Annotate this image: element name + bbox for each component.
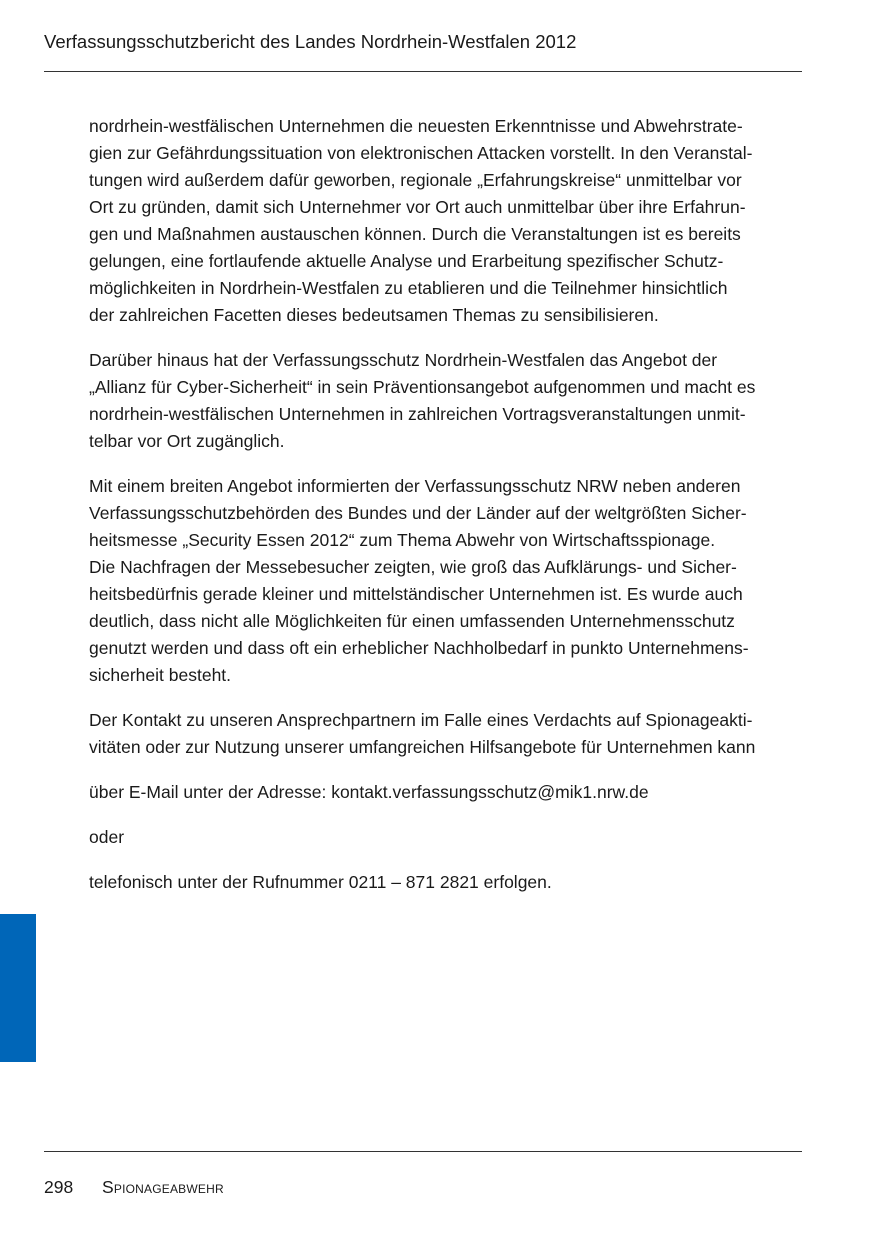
text-line: telefonisch unter der Rufnummer 0211 – 871 2821 erfolgen. [89, 872, 552, 892]
text-line: sicherheit besteht. [89, 665, 232, 685]
text-line: gien zur Gefährdungssituation von elektronischen Attacken vorstellt. In den Veranstal- [89, 143, 753, 163]
text-line: über E-Mail unter der Adresse: kontakt.verfassungsschutz@mik1.nrw.de [89, 782, 649, 802]
text-line: heitsbedürfnis gerade kleiner und mittelständischer Unternehmen ist. Es wurde auch [89, 584, 743, 604]
page-footer [44, 1175, 224, 1199]
paragraph-or [89, 824, 809, 851]
text-line: oder [89, 827, 125, 847]
text-line: Darüber hinaus hat der Verfassungsschutz Nordrhein-Westfalen das Angebot der [89, 350, 718, 370]
paragraph-cyber-alliance [89, 347, 809, 455]
paragraph-contact-email [89, 779, 809, 806]
text-line: nordrhein-westfälischen Unternehmen die neuesten Erkenntnisse und Abwehrstrate- [89, 116, 743, 136]
header-rule [44, 71, 802, 72]
text-line: möglichkeiten in Nordrhein-Westfalen zu etablieren und die Teilnehmer hinsichtlich [89, 278, 728, 298]
text-line: telbar vor Ort zugänglich. [89, 431, 285, 451]
page-header-title: Verfassungsschutzbericht des Landes Nordrhein-Westfalen 2012 [44, 31, 577, 52]
text-line: Die Nachfragen der Messebesucher zeigten, wie groß das Aufklärungs- und Sicher- [89, 557, 737, 577]
text-line: Ort zu gründen, damit sich Unternehmer vor Ort auch unmittelbar über ihre Erfahrun- [89, 197, 746, 217]
text-line: heitsmesse „Security Essen 2012“ zum Thema Abwehr von Wirtschaftsspionage. [89, 530, 716, 550]
text-line: „Allianz für Cyber-Sicherheit“ in sein Präventionsangebot aufgenommen und macht es [89, 377, 756, 397]
paragraph-contact-intro [89, 707, 809, 761]
text-line: der zahlreichen Facetten dieses bedeutsamen Themas zu sensibilisieren. [89, 305, 659, 325]
text-line: Mit einem breiten Angebot informierten der Verfassungsschutz NRW neben anderen [89, 476, 741, 496]
paragraph-awareness-events [89, 113, 809, 329]
text-line: genutzt werden und dass oft ein erheblicher Nachholbedarf in punkto Unternehmens- [89, 638, 749, 658]
page-number: 298 [44, 1177, 74, 1197]
text-line: vitäten oder zur Nutzung unserer umfangreichen Hilfsangebote für Unternehmen kann [89, 737, 756, 757]
footer-rule [44, 1151, 802, 1152]
section-name: Spionageabwehr [102, 1177, 224, 1197]
paragraph-contact-phone [89, 869, 809, 896]
page-body [89, 113, 809, 914]
text-line: deutlich, dass nicht alle Möglichkeiten für einen umfassenden Unternehmensschutz [89, 611, 735, 631]
paragraph-security-fair [89, 473, 809, 689]
chapter-side-tab [0, 914, 36, 1062]
text-line: gen und Maßnahmen austauschen können. Durch die Veranstaltungen ist es bereits [89, 224, 741, 244]
text-line: Der Kontakt zu unseren Ansprechpartnern im Falle eines Verdachts auf Spionageakti- [89, 710, 753, 730]
text-line: nordrhein-westfälischen Unternehmen in zahlreichen Vortragsveranstaltungen unmit- [89, 404, 746, 424]
text-line: tungen wird außerdem dafür geworben, regionale „Erfahrungskreise“ unmittelbar vor [89, 170, 742, 190]
text-line: gelungen, eine fortlaufende aktuelle Analyse und Erarbeitung spezifischer Schutz- [89, 251, 724, 271]
text-line: Verfassungsschutzbehörden des Bundes und der Länder auf der weltgrößten Sicher- [89, 503, 747, 523]
